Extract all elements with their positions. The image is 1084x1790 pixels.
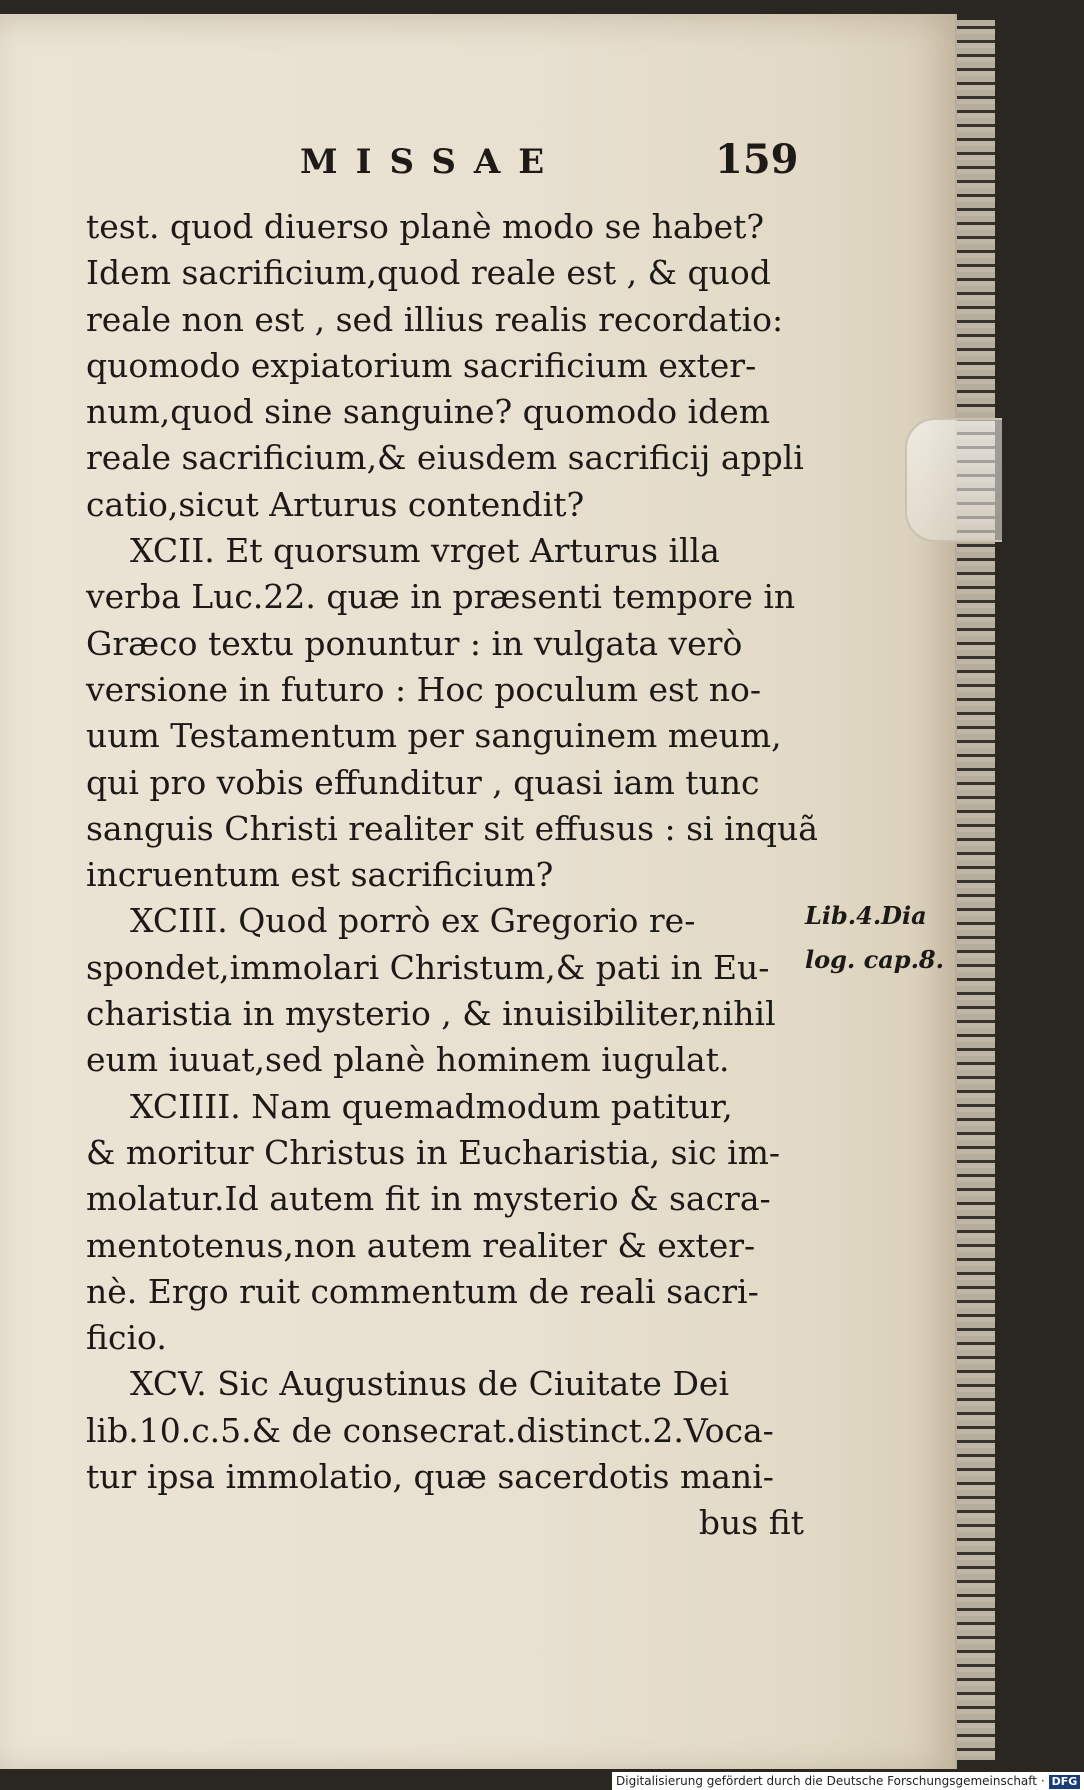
body-text bbox=[86, 204, 818, 1547]
text-line: mentotenus,non autem realiter & exter- bbox=[86, 1225, 756, 1265]
text-line: uum Testamentum per sanguinem meum, bbox=[86, 716, 782, 756]
text-line: sanguis Christi realiter sit effusus : si inquã bbox=[86, 808, 818, 848]
running-title: MISSAE bbox=[300, 142, 563, 182]
text-line: incruentum est sacrificium? bbox=[86, 855, 554, 895]
book-page bbox=[0, 14, 957, 1769]
section-heading-line: XCIIII. Nam quemadmodum patitur, bbox=[130, 1086, 733, 1126]
text-line: & moritur Christus in Eucharistia, sic im- bbox=[86, 1132, 781, 1172]
text-line: molatur.Id autem fit in mysterio & sacra- bbox=[86, 1179, 771, 1219]
text-line: versione in futuro : Hoc poculum est no- bbox=[86, 669, 762, 709]
text-line: Græco textu ponuntur : in vulgata verò bbox=[86, 623, 743, 663]
text-line: catio,sicut Arturus contendit? bbox=[86, 484, 585, 524]
text-line: Idem sacrificium,quod reale est , & quod bbox=[86, 253, 771, 293]
text-line: ficio. bbox=[86, 1318, 167, 1358]
catchword-line: bus fit bbox=[698, 1503, 804, 1543]
dfg-logo: DFG bbox=[1049, 1775, 1081, 1789]
text-line: verba Luc.22. quæ in præsenti tempore in bbox=[86, 577, 796, 617]
text-line: eum iuuat,sed planè hominem iugulat. bbox=[86, 1040, 730, 1080]
section-heading-line: XCIII. Quod porrò ex Gregorio re- bbox=[130, 901, 696, 941]
text-line: charistia in mysterio , & inuisibiliter,nihil bbox=[86, 994, 776, 1034]
text-line: quomodo expiatorium sacrificium exter- bbox=[86, 345, 757, 385]
text-line: qui pro vobis effunditur , quasi iam tunc bbox=[86, 762, 760, 802]
text-line: reale non est , sed illius realis recordatio: bbox=[86, 299, 784, 339]
section-heading-line: XCII. Et quorsum vrget Arturus illa bbox=[130, 531, 720, 571]
text-line: spondet,immolari Christum,& pati in Eu- bbox=[86, 947, 770, 987]
text-line: tur ipsa immolatio, quæ sacerdotis mani- bbox=[86, 1457, 774, 1497]
marginal-note-line: Lib.4.Dia bbox=[805, 901, 927, 930]
marginal-note-line: log. cap.8. bbox=[805, 945, 944, 974]
text-line: lib.10.c.5.& de consecrat.distinct.2.Voca- bbox=[86, 1410, 774, 1450]
text-line: num,quod sine sanguine? quomodo idem bbox=[86, 392, 771, 432]
text-line: nè. Ergo ruit commentum de reali sacri- bbox=[86, 1271, 759, 1311]
text-line: reale sacrificium,& eiusdem sacrificij appli bbox=[86, 438, 804, 478]
credit-text: Digitalisierung gefördert durch die Deutsche Forschungsgemeinschaft · bbox=[616, 1774, 1045, 1788]
page-marker-tab bbox=[905, 418, 1002, 542]
page-number: 159 bbox=[715, 136, 799, 183]
text-line: test. quod diuerso planè modo se habet? bbox=[86, 207, 765, 246]
digitization-credit bbox=[612, 1772, 1084, 1790]
section-heading-line: XCV. Sic Augustinus de Ciuitate Dei bbox=[130, 1364, 729, 1404]
book-edge bbox=[955, 20, 995, 1760]
marginal-note bbox=[805, 894, 944, 982]
